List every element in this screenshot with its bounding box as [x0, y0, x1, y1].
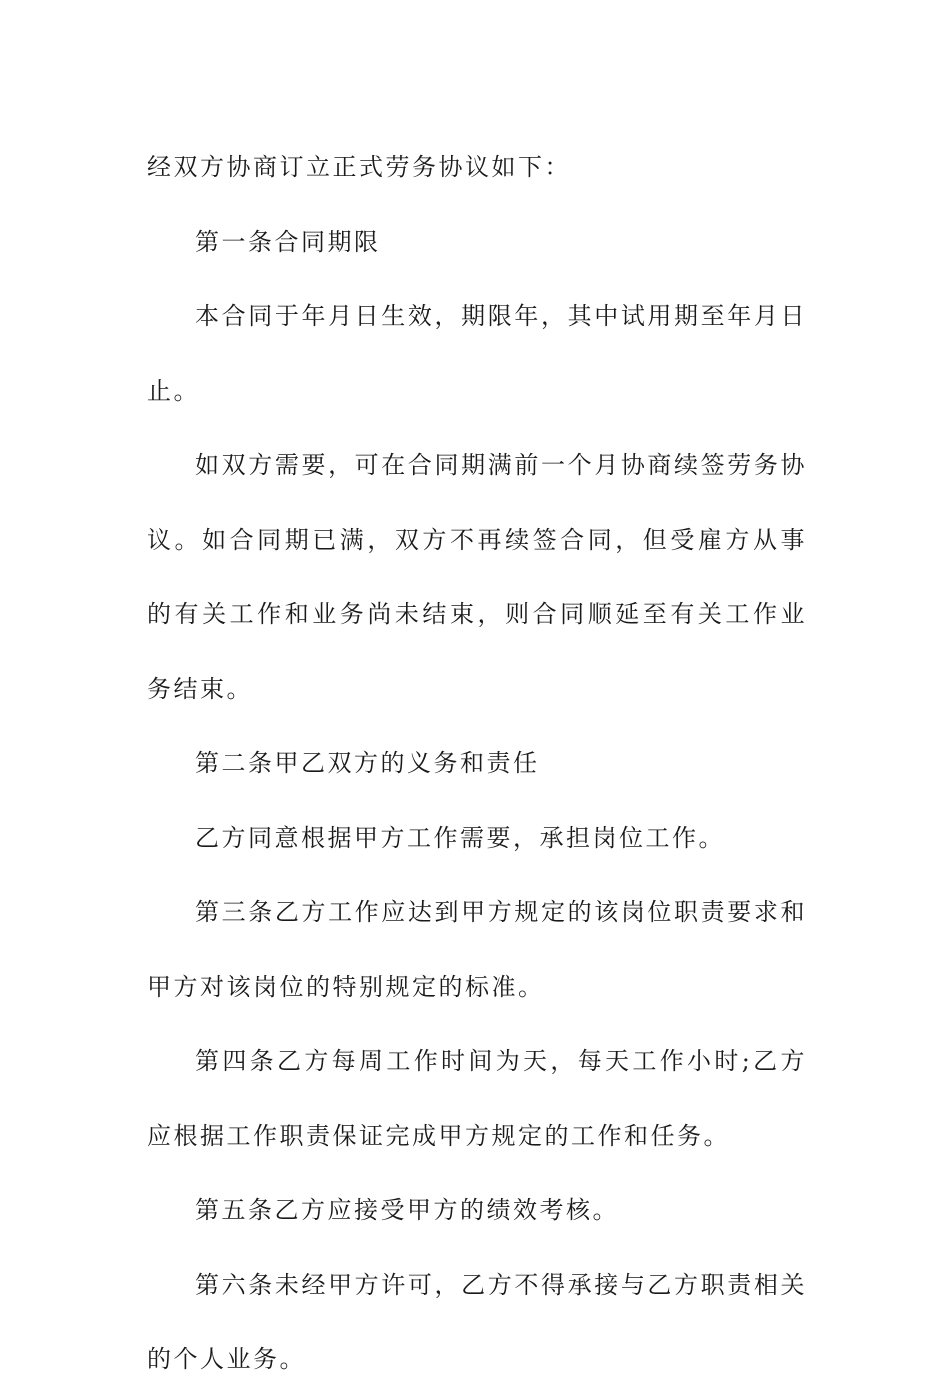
- paragraph-effective-date: 本合同于年月日生效，期限年，其中试用期至年月日止。: [147, 302, 807, 405]
- paragraph-article-1-heading: 第一条合同期限: [195, 227, 381, 256]
- paragraph-position: 乙方同意根据甲方工作需要，承担岗位工作。: [195, 823, 725, 852]
- paragraph-article-5: 第五条乙方应接受甲方的绩效考核。: [195, 1196, 619, 1224]
- paragraph-article-6: 第六条未经甲方许可，乙方不得承接与乙方职责相关的个人业务。: [147, 1270, 807, 1373]
- paragraph-article-2-heading: 第二条甲乙双方的义务和责任: [195, 749, 540, 777]
- paragraph-article-3: 第三条乙方工作应达到甲方规定的该岗位职责要求和甲方对该岗位的特别规定的标准。: [147, 898, 807, 1001]
- paragraph-renewal: 如双方需要，可在合同期满前一个月协商续签劳务协议。如合同期已满，双方不再续签合同，但受雇方从事的有关工作和业务尚未结束，则合同顺延至有关工作业务结束。: [147, 451, 807, 703]
- document-body: [147, 130, 807, 1397]
- paragraph-intro: 经双方协商订立正式劳务协议如下：: [147, 153, 571, 181]
- paragraph-article-4: 第四条乙方每周工作时间为天，每天工作小时;乙方应根据工作职责保证完成甲方规定的工作和任务。: [147, 1047, 807, 1150]
